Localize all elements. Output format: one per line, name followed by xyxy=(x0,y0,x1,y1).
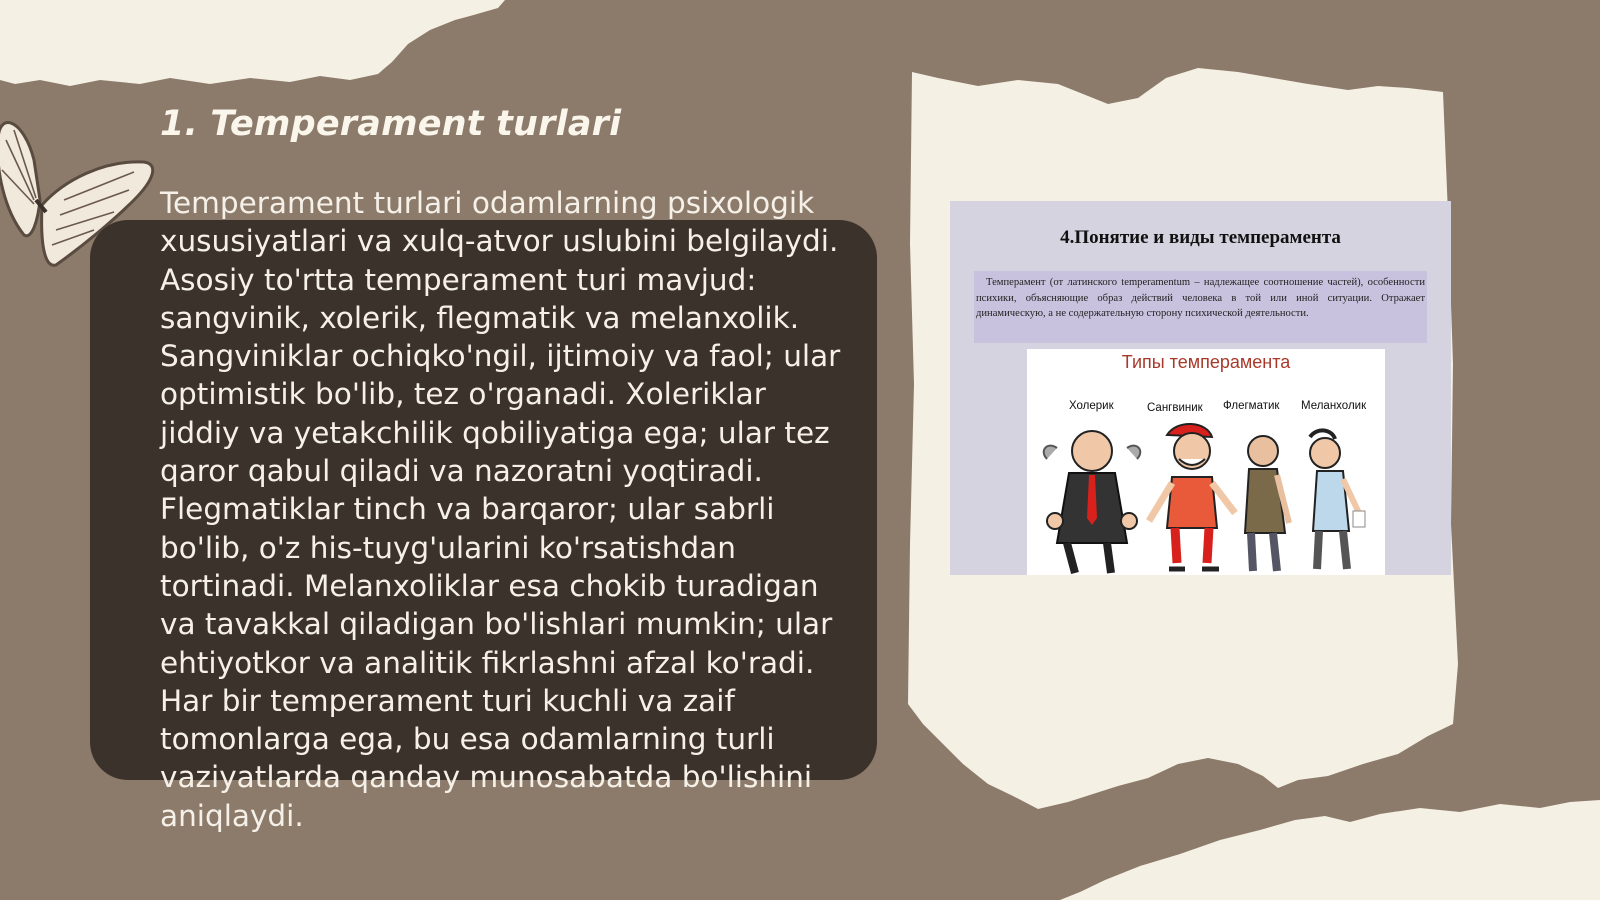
types-panel xyxy=(1027,349,1385,575)
image-definition: Темперамент (от латинского temperamentum – надлежащее соотношение частей), особенности психики, объясняющие образ действий человека в той или иной ситуации. Отражает динамическую, а не содержательную сторону психической деятельности. xyxy=(974,271,1427,343)
body-text: Temperament turlari odamlarning psixologik xususiyatlari va xulq-atvor uslubini belgilaydi. Asosiy to'rtta temperament turi mavjud: sangvinik, xolerik, flegmatik va melanxolik. Sangviniklar ochiqko'ngil, ijtimoiy va faol; ular optimistik bo'lib, tez o'rganadi. Xoleriklar jiddiy va yetakchilik qobiliyatiga ega; ular tez qaror qabul qiladi va nazoratni yoqtiradi. Flegmatiklar tinch va barqaror; ular sabrli bo'lib, o'z his-tuyg'ularini ko'rsatishdan tortinadi. Melanxoliklar esa chokib turadigan va tavakkal qiladigan bo'lishlari mumkin; ular ehtiyotkor va analitik fikrlashni afzal ko'radi. Har bir temperament turi kuchli va zaif tomonlarga ega, bu esa odamlarning turli vaziyatlarda qanday munosabatda bo'lishini aniqlaydi. xyxy=(160,186,841,833)
image-title: 4.Понятие и виды темперамента xyxy=(1060,227,1341,248)
torn-paper-top-left xyxy=(0,0,520,110)
type-label-phlegmatic: Флегматик xyxy=(1223,400,1280,412)
temperament-image xyxy=(950,201,1451,575)
temperament-figures-illustration xyxy=(1027,413,1385,575)
melancholic-figure xyxy=(1310,430,1365,569)
type-label-sanguine: Сангвиник xyxy=(1147,402,1203,414)
page-title: 1. Temperament turlari xyxy=(160,104,622,144)
type-label-melancholic: Меланхолик xyxy=(1301,400,1367,412)
choleric-figure xyxy=(1044,431,1141,573)
phlegmatic-figure xyxy=(1245,436,1289,571)
type-label-choleric: Холерик xyxy=(1069,400,1114,412)
sanguine-figure xyxy=(1149,424,1235,569)
types-title: Типы темперамента xyxy=(1121,352,1291,372)
